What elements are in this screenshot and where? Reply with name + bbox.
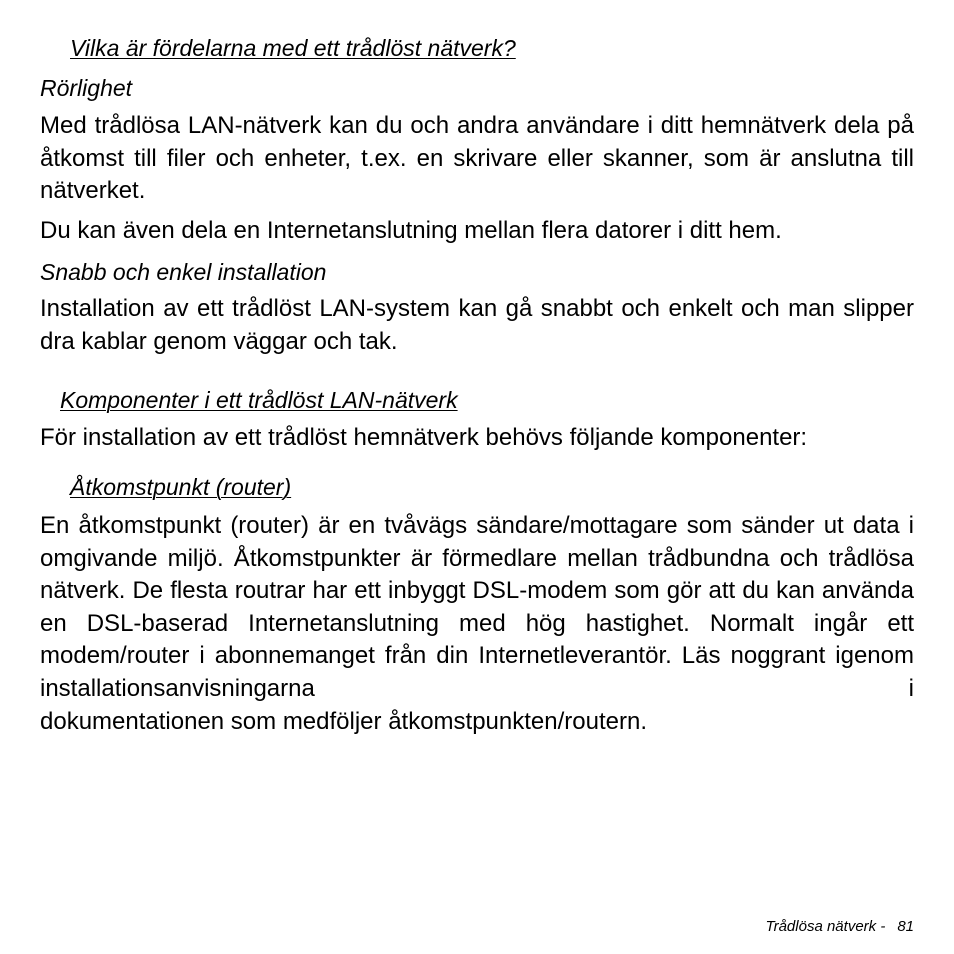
page-footer [766, 918, 914, 936]
access-point-paragraph: En åtkomstpunkt (router) är en tvåvägs sändare/mottagare som sänder ut data i omgivande miljö. Åtkomstpunkter är förmedlare mellan trådbundna och trådlösa nätverk. De flesta routrar har ett inbyggt DSL-modem som gör att du kan använda en DSL-baserad Internetanslutning med hög hastighet. Normalt ingår ett modem/router i abonnemanget från din Internetleverantör. Läs noggrant igenom installationsanvisningarna i [40, 512, 914, 702]
install-paragraph: Installation av ett trådlöst LAN-system kan gå snabbt och enkelt och man slipper dra kablar genom väggar och tak. [40, 295, 914, 355]
components-intro: För installation av ett trådlöst hemnätverk behövs följande komponenter: [40, 424, 808, 451]
mobility-subheading: Rörlighet [40, 75, 133, 101]
access-point-heading: Åtkomstpunkt (router) [70, 474, 292, 500]
advantages-heading: Vilka är fördelarna med ett trådlöst nätverk? [70, 35, 516, 61]
components-heading: Komponenter i ett trådlöst LAN-nätverk [60, 387, 458, 413]
install-subheading: Snabb och enkel installation [40, 259, 327, 285]
mobility-paragraph-2: Du kan även dela en Internetanslutning mellan flera datorer i ditt hem. [40, 217, 782, 244]
mobility-paragraph: Med trådlösa LAN-nätverk kan du och andra användare i ditt hemnätverk dela på åtkomst till filer och enheter, t.ex. en skrivare eller skanner, som är anslutna till nätverket. [40, 112, 914, 205]
access-point-paragraph-end: dokumentationen som medföljer åtkomstpunkten/routern. [40, 708, 647, 735]
footer-section-label: Trådlösa nätverk - [765, 918, 886, 935]
page-number: 81 [897, 918, 914, 935]
